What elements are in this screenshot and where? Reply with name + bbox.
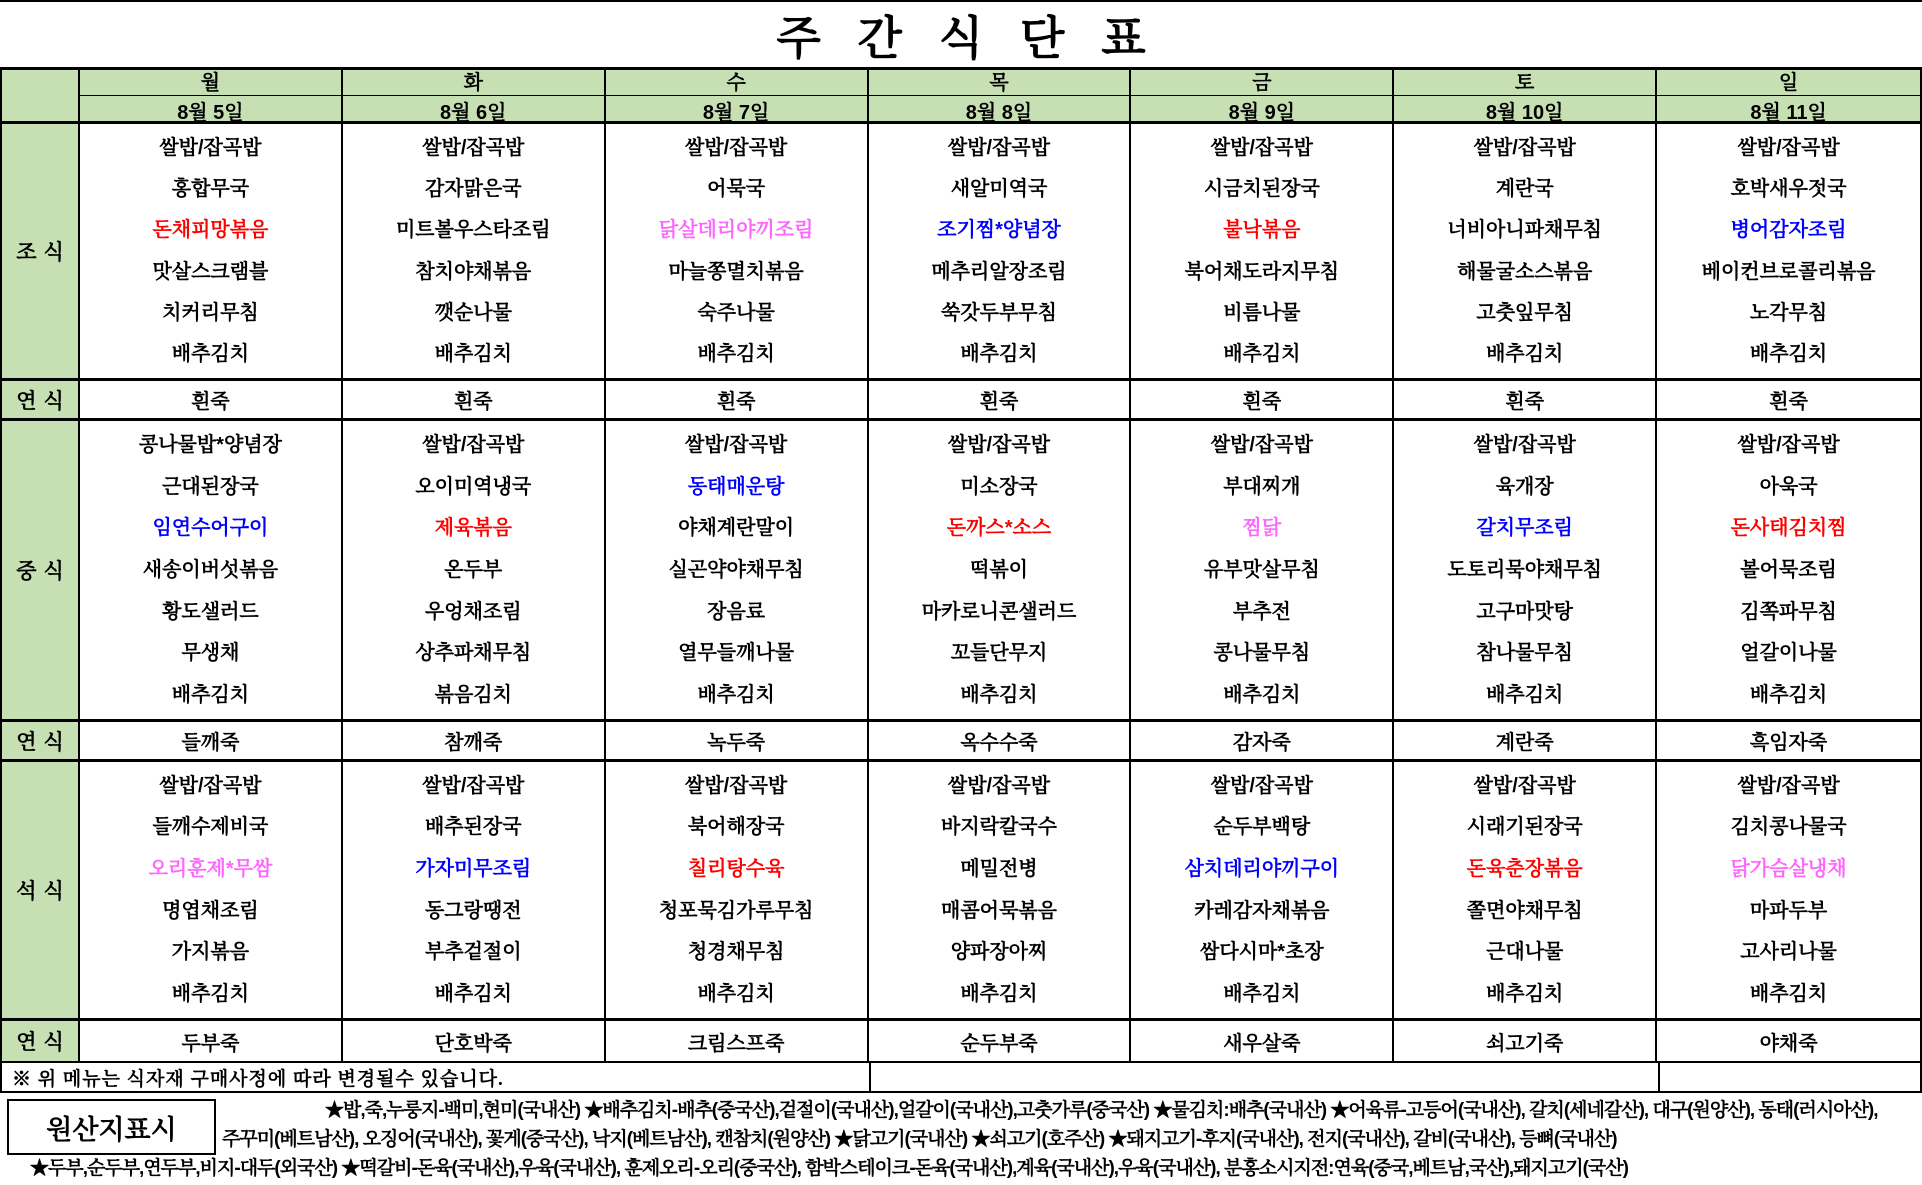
menu-item: 배추김치: [1223, 343, 1301, 366]
day-date: 8월 9일: [1228, 102, 1296, 124]
menu-item: 고사리나물: [1740, 941, 1837, 964]
menu-item: 부추전: [1232, 600, 1291, 623]
menu-item: 쌀밥/잡곡밥: [1210, 774, 1313, 797]
menu-item: 삼치데리야끼구이: [1184, 858, 1340, 881]
menu-item: 부추겉절이: [424, 941, 522, 964]
soft-cell-soft2-월: 들깨죽: [80, 722, 343, 762]
menu-cell-breakfast-목: [869, 124, 1132, 381]
menu-item: 쫄면야채무침: [1466, 899, 1583, 922]
menu-item: 고구마맛탕: [1476, 600, 1574, 623]
soft-cell-soft1-목: 흰죽: [869, 381, 1132, 421]
menu-item: 실곤약야채무침: [668, 558, 804, 581]
menu-cell-breakfast-월: [80, 124, 343, 381]
soft-cell-soft1-금: 흰죽: [1131, 381, 1394, 421]
notice-row: [0, 1063, 1922, 1093]
menu-item: 임연수어구이: [152, 517, 269, 540]
soft-cell-soft2-금: 감자죽: [1131, 722, 1394, 762]
origin-label-box: 원산지표시: [7, 1099, 216, 1155]
menu-item: 쌀밥/잡곡밥: [947, 774, 1051, 797]
menu-item: 북어채도라지무침: [1184, 260, 1340, 283]
menu-item: 갈치무조림: [1476, 517, 1574, 540]
menu-item: 불낙볶음: [1223, 219, 1301, 242]
menu-item: 홍합무국: [171, 177, 250, 200]
menu-item: 쌀밥/잡곡밥: [422, 136, 525, 159]
menu-item: 돈채피망볶음: [152, 219, 269, 242]
day-name: 일: [1657, 66, 1920, 96]
soft-cell-soft1-수: 흰죽: [606, 381, 869, 421]
menu-item: 쌀밥/잡곡밥: [159, 136, 262, 159]
menu-item: 북어해장국: [687, 816, 785, 839]
section-label-dinner: 석식: [2, 762, 80, 1021]
menu-item: 호박새우젓국: [1730, 177, 1847, 200]
menu-item: 동태매운탕: [687, 475, 785, 498]
menu-cell-lunch-월: [80, 421, 343, 722]
menu-item: 배추김치: [960, 684, 1038, 707]
menu-cell-breakfast-화: [343, 124, 606, 381]
menu-item: 쌀밥/잡곡밥: [947, 136, 1051, 159]
menu-item: 메밀전병: [960, 858, 1038, 881]
soft-cell-soft2-화: 참깨죽: [343, 722, 606, 762]
menu-item: 콩나물밥*양념장: [138, 433, 282, 456]
day-name: 화: [343, 66, 604, 96]
corner-cell: [2, 70, 80, 124]
menu-item: 쌀밥/잡곡밥: [422, 774, 525, 797]
menu-item: 병어감자조림: [1730, 219, 1847, 242]
menu-item: 배추김치: [1749, 684, 1828, 707]
soft-cell-soft3-화: 단호박죽: [343, 1021, 606, 1061]
menu-item: 참치야채볶음: [415, 260, 532, 283]
menu-item: 찜닭: [1242, 517, 1282, 540]
menu-item: 야채계란말이: [678, 517, 795, 540]
menu-table: [0, 67, 1922, 1063]
menu-item: 열무들깨나물: [678, 642, 795, 665]
menu-item: 닭살데리야끼조림: [658, 219, 814, 242]
soft-cell-soft3-토: 쇠고기죽: [1394, 1021, 1657, 1061]
menu-item: 아욱국: [1759, 475, 1818, 498]
menu-item: 카레감자채볶음: [1194, 899, 1330, 922]
menu-item: 베이컨브로콜리볶음: [1701, 260, 1876, 283]
origin-footer: [0, 1093, 1922, 1185]
menu-cell-breakfast-금: [1131, 124, 1394, 381]
menu-item: 쌈다시마*초장: [1200, 941, 1324, 964]
menu-item: 배추김치: [1223, 983, 1301, 1006]
soft-cell-soft3-목: 순두부죽: [869, 1021, 1132, 1061]
menu-item: 마카로니콘샐러드: [921, 600, 1077, 623]
day-header-토: [1394, 70, 1657, 124]
menu-cell-lunch-목: [869, 421, 1132, 722]
menu-item: 제육볶음: [434, 517, 512, 540]
day-header-월: [80, 70, 343, 124]
day-header-목: [869, 70, 1132, 124]
menu-item: 깻순나물: [434, 301, 512, 324]
menu-cell-lunch-일: [1657, 421, 1920, 722]
menu-item: 가지볶음: [171, 941, 250, 964]
menu-item: 콩나물무침: [1213, 642, 1311, 665]
day-header-수: [606, 70, 869, 124]
menu-item: 쌀밥/잡곡밥: [1210, 433, 1313, 456]
menu-item: 쌀밥/잡곡밥: [685, 136, 788, 159]
menu-item: 돈육춘장볶음: [1466, 858, 1583, 881]
menu-item: 배추김치: [171, 343, 250, 366]
soft-cell-soft1-월: 흰죽: [80, 381, 343, 421]
menu-item: 새알미역국: [950, 177, 1048, 200]
menu-item: 오이미역냉국: [415, 475, 532, 498]
menu-item: 근대된장국: [162, 475, 259, 498]
menu-item: 배추김치: [434, 343, 512, 366]
menu-item: 고춧잎무침: [1476, 301, 1574, 324]
soft-cell-soft1-토: 흰죽: [1394, 381, 1657, 421]
menu-item: 칠리탕수육: [687, 858, 785, 881]
page-title: 주 간 식 단 표: [776, 11, 1158, 64]
menu-item: 시금치된장국: [1203, 177, 1320, 200]
menu-cell-dinner-수: [606, 762, 869, 1021]
menu-item: 근대나물: [1486, 941, 1564, 964]
notice-separator: [869, 1063, 871, 1091]
day-name: 월: [80, 66, 341, 96]
menu-item: 배추김치: [960, 983, 1038, 1006]
menu-item: 배추김치: [1486, 343, 1564, 366]
menu-item: 김치콩나물국: [1730, 816, 1847, 839]
menu-item: 시래기된장국: [1466, 816, 1583, 839]
soft-cell-soft3-수: 크림스프죽: [606, 1021, 869, 1061]
menu-item: 미소장국: [960, 475, 1038, 498]
menu-item: 쌀밥/잡곡밥: [1737, 774, 1840, 797]
menu-item: 배추김치: [1223, 684, 1301, 707]
menu-item: 황도샐러드: [162, 600, 259, 623]
menu-item: 숙주나물: [697, 301, 775, 324]
section-label-soft3: 연식: [2, 1021, 80, 1061]
menu-item: 배추된장국: [424, 816, 522, 839]
section-label-soft1: 연식: [2, 381, 80, 421]
menu-item: 장음료: [707, 600, 766, 623]
menu-item: 배추김치: [1749, 983, 1828, 1006]
soft-cell-soft1-일: 흰죽: [1657, 381, 1920, 421]
menu-item: 바지락칼국수: [941, 816, 1057, 839]
menu-item: 상추파채무침: [415, 642, 532, 665]
menu-item: 배추김치: [697, 343, 775, 366]
menu-item: 치커리무침: [162, 301, 259, 324]
menu-cell-dinner-화: [343, 762, 606, 1021]
soft-cell-soft2-토: 계란죽: [1394, 722, 1657, 762]
menu-item: 떡볶이: [970, 558, 1028, 581]
notice-text: ※ 위 메뉴는 식자재 구매사정에 따라 변경될수 있습니다.: [12, 1068, 504, 1090]
day-date: 8월 8일: [965, 102, 1033, 124]
soft-cell-soft2-일: 흑임자죽: [1657, 722, 1920, 762]
day-name: 금: [1131, 66, 1392, 96]
menu-item: 마늘쫑멸치볶음: [668, 260, 804, 283]
menu-item: 조기찜*양념장: [937, 219, 1061, 242]
menu-cell-dinner-토: [1394, 762, 1657, 1021]
soft-cell-soft1-화: 흰죽: [343, 381, 606, 421]
menu-item: 너비아니파채무침: [1447, 219, 1602, 242]
menu-item: 부대찌개: [1223, 475, 1301, 498]
soft-cell-soft3-일: 야채죽: [1657, 1021, 1920, 1061]
menu-cell-breakfast-토: [1394, 124, 1657, 381]
menu-item: 김쪽파무침: [1740, 600, 1837, 623]
day-name: 수: [606, 66, 867, 96]
menu-cell-lunch-수: [606, 421, 869, 722]
day-header-금: [1131, 70, 1394, 124]
menu-item: 쌀밥/잡곡밥: [422, 433, 525, 456]
origin-line-2: 주꾸미(베트남산), 오징어(국내산), 꽃게(중국산), 낙지(베트남산), 캔참치(원양산) ★닭고기(국내산) ★쇠고기(호주산) ★돼지고기-후지(국내산), 전지(국내산), 갈비(국내산), 등뼈(국내산): [222, 1129, 1617, 1150]
menu-item: 쌀밥/잡곡밥: [159, 774, 262, 797]
menu-item: 양파장아찌: [950, 941, 1048, 964]
menu-item: 꼬들단무지: [950, 642, 1048, 665]
notice-separator: [1658, 1063, 1660, 1091]
menu-item: 쌀밥/잡곡밥: [1737, 433, 1840, 456]
menu-item: 청경채무침: [687, 941, 785, 964]
soft-cell-soft3-월: 두부죽: [80, 1021, 343, 1061]
menu-item: 무생채: [181, 642, 240, 665]
menu-item: 쌀밥/잡곡밥: [1473, 136, 1576, 159]
menu-item: 볼어묵조림: [1740, 558, 1837, 581]
menu-item: 배추김치: [1486, 983, 1564, 1006]
menu-cell-lunch-금: [1131, 421, 1394, 722]
day-date: 8월 7일: [702, 102, 770, 124]
menu-item: 볶음김치: [434, 684, 512, 707]
menu-cell-dinner-월: [80, 762, 343, 1021]
menu-cell-dinner-목: [869, 762, 1132, 1021]
day-date: 8월 6일: [440, 102, 507, 124]
menu-item: 노각무침: [1749, 301, 1828, 324]
menu-item: 오리훈제*무쌈: [148, 858, 273, 881]
menu-item: 비름나물: [1223, 301, 1301, 324]
menu-item: 매콤어묵볶음: [941, 899, 1057, 922]
menu-item: 미트볼우스타조림: [395, 219, 551, 242]
menu-item: 새송이버섯볶음: [142, 558, 279, 581]
menu-item: 참나물무침: [1476, 642, 1574, 665]
menu-item: 쌀밥/잡곡밥: [685, 433, 788, 456]
soft-cell-soft3-금: 새우살죽: [1131, 1021, 1394, 1061]
menu-cell-dinner-일: [1657, 762, 1920, 1021]
origin-line-1: ★밥,죽,누룽지-백미,현미(국내산) ★배추김치-배추(중국산),겉절이(국내산),얼갈이(국내산),고춧가루(중국산) ★물김치:배추(국내산) ★어육류-고등어(국내산), 갈치(세네갈산), 대구(원양산), 동태(러시아산),: [325, 1100, 1878, 1121]
section-label-soft2: 연식: [2, 722, 80, 762]
menu-item: 돈사태김치찜: [1730, 517, 1847, 540]
day-name: 목: [869, 66, 1130, 96]
menu-item: 마파두부: [1749, 899, 1828, 922]
menu-item: 쌀밥/잡곡밥: [1210, 136, 1313, 159]
menu-item: 배추김치: [171, 684, 250, 707]
day-header-일: [1657, 70, 1920, 124]
menu-cell-dinner-금: [1131, 762, 1394, 1021]
menu-item: 돈까스*소스: [946, 517, 1052, 540]
menu-item: 해물굴소스볶음: [1457, 260, 1593, 283]
menu-item: 얼갈이나물: [1740, 642, 1837, 665]
menu-item: 쌀밥/잡곡밥: [1473, 433, 1576, 456]
origin-line-3: ★두부,순두부,연두부,비지-대두(외국산) ★떡갈비-돈육(국내산),우육(국내산), 훈제오리-오리(중국산), 함박스테이크-돈육(국내산),계육(국내산),우육(국내산), 분홍소시지전:연육(중국,베트남,국산),돼지고기(국산): [30, 1158, 1628, 1179]
day-name: 토: [1394, 66, 1655, 96]
menu-item: 쌀밥/잡곡밥: [947, 433, 1051, 456]
menu-item: 배추김치: [697, 684, 775, 707]
menu-item: 계란국: [1495, 177, 1554, 200]
menu-item: 육개장: [1495, 475, 1554, 498]
menu-item: 맛살스크램블: [152, 260, 269, 283]
soft-cell-soft2-목: 옥수수죽: [869, 722, 1132, 762]
menu-item: 온두부: [444, 558, 503, 581]
menu-item: 유부맛살무침: [1203, 558, 1320, 581]
menu-item: 쌀밥/잡곡밥: [1737, 136, 1840, 159]
menu-cell-lunch-화: [343, 421, 606, 722]
section-label-lunch: 중식: [2, 421, 80, 722]
menu-item: 배추김치: [1749, 343, 1828, 366]
menu-item: 배추김치: [697, 983, 775, 1006]
menu-item: 메추리알장조림: [931, 260, 1067, 283]
menu-item: 배추김치: [960, 343, 1038, 366]
day-date: 8월 11일: [1750, 102, 1827, 124]
menu-item: 배추김치: [171, 983, 250, 1006]
day-date: 8월 5일: [177, 102, 244, 124]
menu-item: 가자미무조림: [415, 858, 532, 881]
menu-item: 어묵국: [707, 177, 766, 200]
day-date: 8월 10일: [1485, 102, 1564, 124]
menu-item: 쌀밥/잡곡밥: [1473, 774, 1576, 797]
menu-item: 닭가슴살냉채: [1730, 858, 1847, 881]
menu-item: 동그랑땡전: [424, 899, 522, 922]
menu-item: 명엽채조림: [162, 899, 259, 922]
menu-item: 쌀밥/잡곡밥: [685, 774, 788, 797]
menu-item: 들깨수제비국: [152, 816, 269, 839]
menu-item: 청포묵김가루무침: [658, 899, 814, 922]
menu-item: 감자맑은국: [424, 177, 522, 200]
menu-item: 배추김치: [1486, 684, 1564, 707]
menu-item: 우엉채조림: [424, 600, 522, 623]
menu-item: 배추김치: [434, 983, 512, 1006]
menu-cell-breakfast-일: [1657, 124, 1920, 381]
menu-cell-breakfast-수: [606, 124, 869, 381]
section-label-breakfast: 조식: [2, 124, 80, 381]
soft-cell-soft2-수: 녹두죽: [606, 722, 869, 762]
menu-cell-lunch-토: [1394, 421, 1657, 722]
day-header-화: [343, 70, 606, 124]
menu-item: 도토리묵야채무침: [1447, 558, 1602, 581]
menu-item: 쑥갓두부무침: [941, 301, 1057, 324]
menu-item: 순두부백탕: [1213, 816, 1311, 839]
